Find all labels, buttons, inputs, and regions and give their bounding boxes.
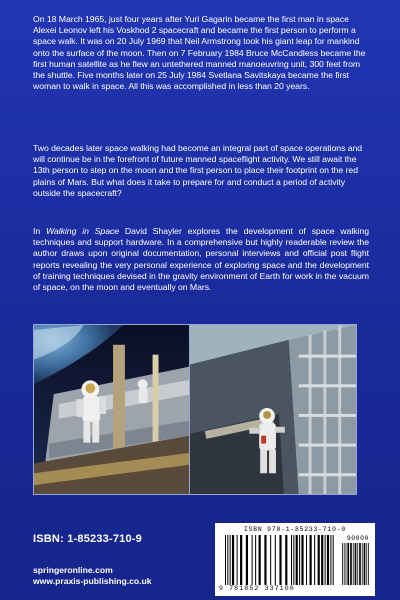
- barcode-bar: [230, 535, 231, 585]
- barcode-addon-bar: [347, 543, 349, 585]
- barcode-bar: [275, 535, 276, 585]
- barcode-addon-bar: [346, 543, 347, 585]
- barcode-addon-bar: [359, 543, 361, 585]
- barcode-bar: [255, 535, 256, 585]
- space-station-eva-photo-icon: [190, 325, 356, 494]
- barcode-bar: [301, 535, 303, 585]
- barcode-bar: [270, 535, 271, 585]
- barcode-bar: [259, 535, 261, 585]
- barcode-bar: [252, 535, 253, 585]
- barcode-bar: [240, 535, 242, 585]
- book-title: Walking in Space: [45, 226, 120, 236]
- barcode-bar: [327, 535, 329, 585]
- barcode-addon-bars: [342, 543, 370, 585]
- barcode-price-code: 90000: [346, 535, 369, 542]
- springer-url[interactable]: springeronline.com: [33, 565, 113, 575]
- space-station-eva-photo: [189, 324, 357, 495]
- praxis-url[interactable]: www.praxis-publishing.co.uk: [33, 576, 152, 586]
- barcode-bar: [321, 535, 323, 585]
- barcode-addon-bar: [362, 543, 363, 585]
- barcode-bar: [227, 535, 228, 585]
- barcode-panel: [215, 523, 375, 596]
- barcode-isbn-line: ISBN 978-1-85233-710-0: [244, 526, 346, 533]
- barcode-bar: [232, 535, 234, 585]
- blurb-paragraph-1: On 18 March 1965, just four years after Yuri Gagarin became the first man in space Alexei Leonov left his Voskhod 2 spacecraft and became the first person to perform a space walk. It was on 20 July 1969 that Neil Armstrong took his giant leap for mankind onto the surface of the moon. Then on 7 February 1984 Bruce McCandless became the first human satellite as he flew an untethered manned manoeuvring unit, 300 feet from the shuttle. Five months later on 25 July 1984 Svetlana Savitskaya became the first woman to walk in space. All this was accomplished in less than 20 years.: [33, 14, 366, 92]
- blurb-paragraph-3-intro: In: [33, 226, 46, 236]
- isbn-label: ISBN: 1-85233-710-9: [33, 533, 142, 545]
- barcode-bar: [325, 535, 326, 585]
- barcode-addon-bar: [342, 543, 343, 585]
- barcode-addon-bar: [353, 543, 354, 585]
- barcode-bar: [246, 535, 248, 585]
- barcode-bar: [318, 535, 320, 585]
- spacewalk-photo-icon: [34, 325, 200, 494]
- barcode-addon-bar: [357, 543, 358, 585]
- barcode-addon-bar: [350, 543, 352, 585]
- barcode-addon-bar: [368, 543, 369, 585]
- barcode-bar: [225, 535, 226, 585]
- barcode-addon-bar: [364, 543, 366, 585]
- barcode-bar: [237, 535, 238, 585]
- barcode-addon-bar: [344, 543, 345, 585]
- barcode-addon-bar: [355, 543, 357, 585]
- barcode-digits: 9 781852 337100: [219, 585, 295, 592]
- blurb-paragraph-2: Two decades later space walking had become an integral part of space operations and will continue be in the forefront of future manned spaceflight activity. We still await the 13th person to step on the moon and the first person to place their footprint on the red plains of Mars. But what does it take to prepare for and conduct a period of activity outside the spacecraft?: [33, 143, 363, 198]
- barcode-bar: [333, 535, 334, 585]
- barcode-bar: [310, 535, 312, 585]
- spacewalk-photo: [33, 324, 201, 495]
- barcode-bar: [279, 535, 281, 585]
- barcode-bar: [314, 535, 315, 585]
- barcode-bar: [299, 535, 300, 585]
- barcode-bar: [306, 535, 307, 585]
- barcode-bar: [296, 535, 298, 585]
- blurb-paragraph-3-body: David Shayler explores the development of space walking techniques and support hardware. In a comprehensive but highly readerable review the author draws upon original documentation, personal interviews and official post flight reports revealing the very personal experience of exploring space and the development of training techniques devised in the gravity environment of Earth for work in the vacuum of space, on the moon and eventually on Mars.: [33, 226, 369, 293]
- barcode-addon-bar: [366, 543, 367, 585]
- blurb-paragraph-3: [33, 226, 369, 293]
- barcode-bar: [285, 535, 287, 585]
- barcode-bar: [330, 535, 331, 585]
- barcode-bar: [293, 535, 294, 585]
- barcode-bar: [291, 535, 292, 585]
- barcode-main-bars: [225, 535, 335, 585]
- barcode-bar: [264, 535, 266, 585]
